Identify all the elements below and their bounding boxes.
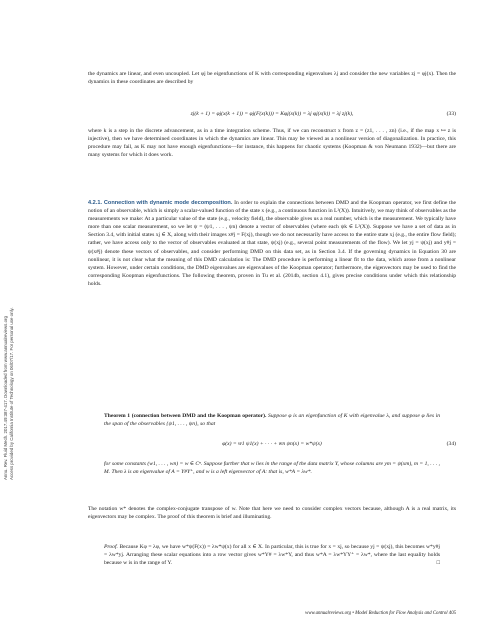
notation-paragraph: The notation w* denotes the complex-conjugate transpose of w. Note that here we need to consider complex vectors because, although A is a real matrix, its eigenvectors may be complex. The proof of this theorem is brief and illuminating.	[88, 506, 456, 521]
theorem-text: Suppose φ is an eigenfunction of K with eigenvalue λ, and suppose φ lies in the span of the observables {ψ1, . . . , ψn}, so that	[104, 413, 441, 428]
equation-33	[88, 110, 456, 119]
section-text: In order to explain the connections between DMD and the Koopman operator, we first define the notion of an observable, which is simply a scalar-valued function of the state x (e.g., a continuous function in L²(X)). Intuitively, we may think of observables as the measurements we make: At a particular value of the state (e.g., velocity field), the observable gives us a real number, which is the measurement. We typically have more than one scalar measurement, so we let ψ = (ψ1, . . . , ψn) denote a vector of observables (where each ψk ∈ L²(X)). Suppose we have a set of data as in Section 3.4, with initial states xj ∈ X, along with their images x#j = F(xj), though we do not necessarily have access to the entire state xj (e.g., the entire flow field); rather, we have access only to the vector of observables evaluated at that state, ψ(xj) (e.g., several point measurements of the flow). We let yj = ψ(xj) and y#j = ψ(x#j) denote these vectors of observables, and consider performing DMD on this data set, as in Section 3.4. If the governing dynamics in Equation 30 are nonlinear, it is not clear what the meaning of this DMD calculation is: The DMD procedure is performing a linear fit to the data, which arose from a nonlinear system. However, under certain conditions, the DMD eigenvalues are eigenvalues of the Koopman operator; furthermore, the eigenvectors may be used to find the corresponding Koopman eigenfunctions. The following theorem, proven in Tu et al. (2014b, section 4.1), gives precise conditions under which this relationship holds.	[88, 200, 456, 287]
theorem-continuation: for some constants (w1, . . . , wn) = w ∈ Cⁿ. Suppose further that w lies in the range of the data matrix Y, whose columns are ym = ψ(xm), m = 1, . . . , M. Then λ is an eigenvalue of A = Y#Y⁺, and w is a left eigenvector of A: that is, w*A = λw*.	[104, 461, 440, 476]
page-footer: www.annualreviews.org • Model Reduction for Flow Analysis and Control 405	[305, 611, 456, 616]
download-notice-line-1: Annu. Rev. Fluid Mech. 2017.49:387-417. Downloaded from www.annualreviews.org	[3, 316, 8, 480]
intro-paragraph: the dynamics are linear, and even uncoupled. Let φj be eigenfunctions of K with corresponding eigenvalues λj and consider the new variables zj = φj(x). Then the dynamics in these coordinates are described by	[88, 71, 456, 86]
proof-label: Proof.	[104, 544, 118, 550]
theorem-title: Theorem 1 (connection between DMD and the Koopman operator).	[104, 413, 267, 419]
section-4-2-1	[88, 199, 456, 288]
proof-paragraph	[104, 543, 440, 567]
equation-34-expression: φ(x) = w̄1 ψ1(x) + · · · + w̄n ψn(x) = w*ψ(x)	[222, 441, 322, 447]
equation-33-number: (33)	[446, 111, 456, 117]
proof-text: Because Kφ = λφ, we have w*ψ(F(x)) = λw*ψ(x) for all x ∈ X. In particular, this is true for x = xj, so because yj = ψ(xj), this becomes w*y#j = λw*yj. Arranging these scalar equations into a row vector gives w*Y# = λw*Y, and thus w*A = λw*YY⁺ = λw*, where the last equality holds because w is in the range of Y.	[104, 544, 440, 567]
download-notice-line-2: Access provided by California Institute of Technology on 06/07/17. For personal use only.	[9, 307, 14, 480]
diagonalization-paragraph: where k is a step in the discrete advancement, as in a time integration scheme. Thus, if we can reconstruct x from z = (z1, . . . , zn) (i.e., if the map x ↦ z is injective), then we have determined coordinates in which the dynamics are linear. This may be viewed as a nonlinear version of diagonalization. In practice, this procedure may fail, as K may not have enough eigenfunctions—for instance, this happens for chaotic systems (Koopman & von Neumann 1932)—but there are many systems for which it does work.	[88, 128, 456, 159]
section-heading: 4.2.1. Connection with dynamic mode decomposition.	[88, 200, 233, 206]
theorem-1	[104, 412, 440, 428]
qed-mark: □	[436, 560, 440, 567]
download-notice	[3, 240, 27, 480]
equation-34	[88, 440, 456, 449]
equation-33-expression: zj(k + 1) = φj(x(k + 1)) = φj(F(x(k))) = Kφj(x(k)) = λj φj(x(k)) = λj zj(k),	[190, 111, 354, 117]
equation-34-number: (34)	[446, 441, 456, 447]
